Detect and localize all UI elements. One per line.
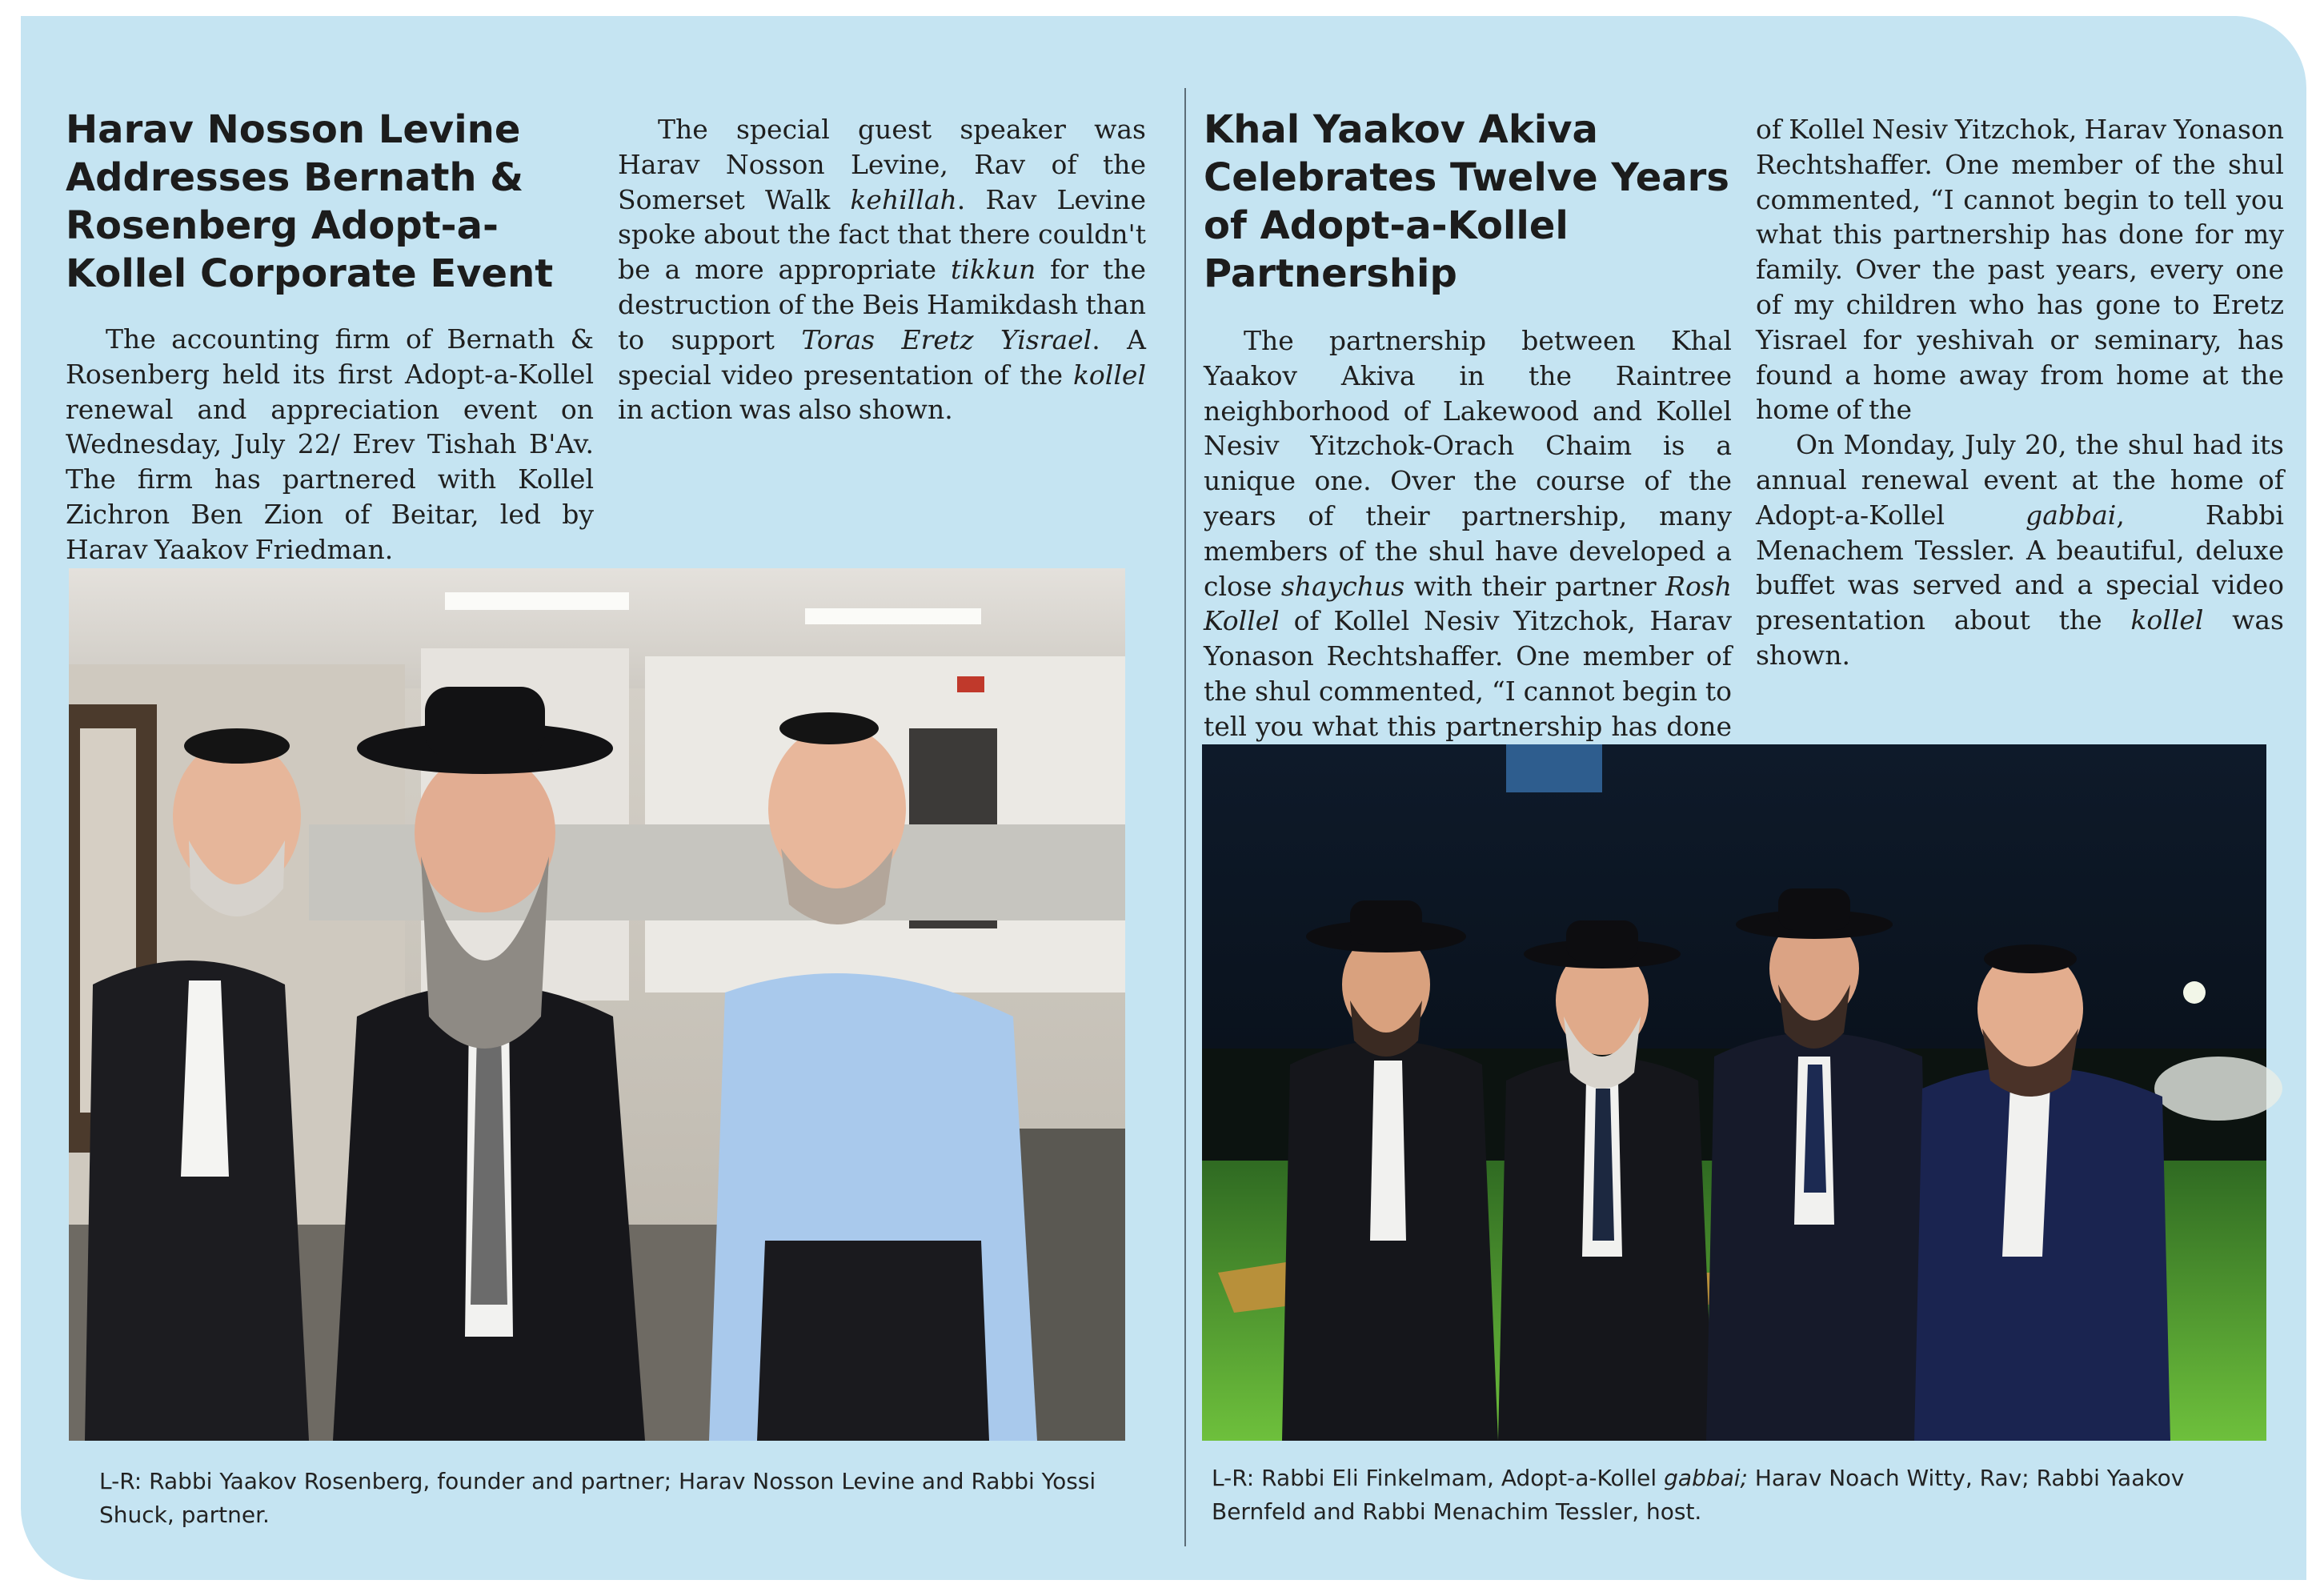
text-run: . Rav Levine spoke about the fact that there couldn't be a more appropriate xyxy=(618,183,1146,286)
right-article-col-1 xyxy=(1204,106,1732,298)
text-run: On Monday, July 20, the shul had its annual renewal event at the home of Adopt-a-Kollel xyxy=(1756,429,2284,531)
italic-run: gabbai xyxy=(2025,499,2117,531)
right-article-headline: Khal Yaakov Akiva Celebrates Twelve Years of Adopt-a-Kollel Partnership xyxy=(1204,107,1729,296)
text-run: of Kollel Nesiv Yitzchok, Harav Yonason Rechtshaffer. One member of the shul commented, “I cannot begin to tell you what this partnership has done xyxy=(1204,605,1732,742)
italic-run: Toras Eretz Yisrael xyxy=(801,323,1092,355)
italic-run: kehillah xyxy=(850,183,957,215)
left-photo-caption: L-R: Rabbi Yaakov Rosenberg, founder and partner; Harav Nosson Levine and Rabbi Yossi Shuck, partner. xyxy=(99,1468,1096,1528)
text-run: Harav Noach Witty, Rav; Rabbi Yaakov Bernfeld and Rabbi Menachim Tessler, host. xyxy=(1212,1465,2185,1525)
text-run: with their partner xyxy=(1404,570,1666,602)
text-run: was shown. xyxy=(1756,604,2284,671)
italic-run: kollel xyxy=(1072,359,1146,391)
text-run: for the destruction of the Beis Hamikdash than to support xyxy=(618,254,1146,355)
italic-run: shaychus xyxy=(1280,570,1405,602)
text-run: The partnership between Khal Yaakov Akiva in the Raintree neighborhood of Lakewood and Kollel Nesiv Yitzchok-Orach Chaim is a unique one. Over the course of the years of their partnership, many members of the shul have developed a close xyxy=(1204,325,1732,602)
text-run: The special guest speaker was Harav Nosson Levine, Rav of the Somerset Walk xyxy=(618,114,1146,215)
left-article-paragraph-2 xyxy=(618,112,1146,427)
italic-run: kollel xyxy=(2130,604,2204,636)
right-event-photo xyxy=(1202,744,2266,1441)
right-article-body-1 xyxy=(1204,323,1732,742)
italic-run: gabbai; xyxy=(1664,1465,1748,1491)
column-divider xyxy=(1184,88,1186,1546)
left-event-photo xyxy=(69,568,1125,1441)
right-article-paragraph-1-cont xyxy=(1756,112,2284,427)
text-run: . A special video presentation of the xyxy=(618,323,1147,391)
italic-run: Rosh Kollel xyxy=(1204,570,1732,637)
italic-run: tikkun xyxy=(950,254,1036,286)
garden-group-photo xyxy=(1202,744,2266,1441)
right-article-paragraph-2 xyxy=(1756,427,2284,673)
text-run: L-R: Rabbi Eli Finkelmam, Adopt-a-Kollel xyxy=(1212,1465,1665,1491)
text-run: in action was also shown. xyxy=(618,394,953,426)
left-article-body-1 xyxy=(66,322,594,565)
left-article-col-2 xyxy=(618,112,1146,520)
left-article-paragraph-1: The accounting firm of Bernath & Rosenberg held its first Adopt-a-Kollel renewal and appreciation event on Wednesday, July 22/ Erev Tishah B'Av. The firm has partnered with Kollel Zichron Ben Zion of Beitar, led by Harav Yaakov Friedman. xyxy=(66,323,594,565)
office-group-photo xyxy=(69,568,1125,1441)
text-run: , Rabbi Menachem Tessler. A beautiful, deluxe buffet was served and a special video presentation about the xyxy=(1756,499,2284,636)
left-article-col-1 xyxy=(66,106,594,565)
left-article-headline: Harav Nosson Levine Addresses Bernath & Rosenberg Adopt-a-Kollel Corporate Event xyxy=(66,107,554,296)
right-photo-caption xyxy=(1212,1462,2268,1529)
text-run: of Kollel Nesiv Yitzchok, Harav Yonason Rechtshaffer. One member of the shul commented, “I cannot begin to tell you what this partnership has done for my family. Over the past years, every one of my children who has gone to Eretz Yisrael for yeshivah or seminary, has found a home away from home at the home of the xyxy=(1756,114,2284,426)
right-article-col-2 xyxy=(1756,112,2284,688)
article-panel xyxy=(21,16,2306,1580)
